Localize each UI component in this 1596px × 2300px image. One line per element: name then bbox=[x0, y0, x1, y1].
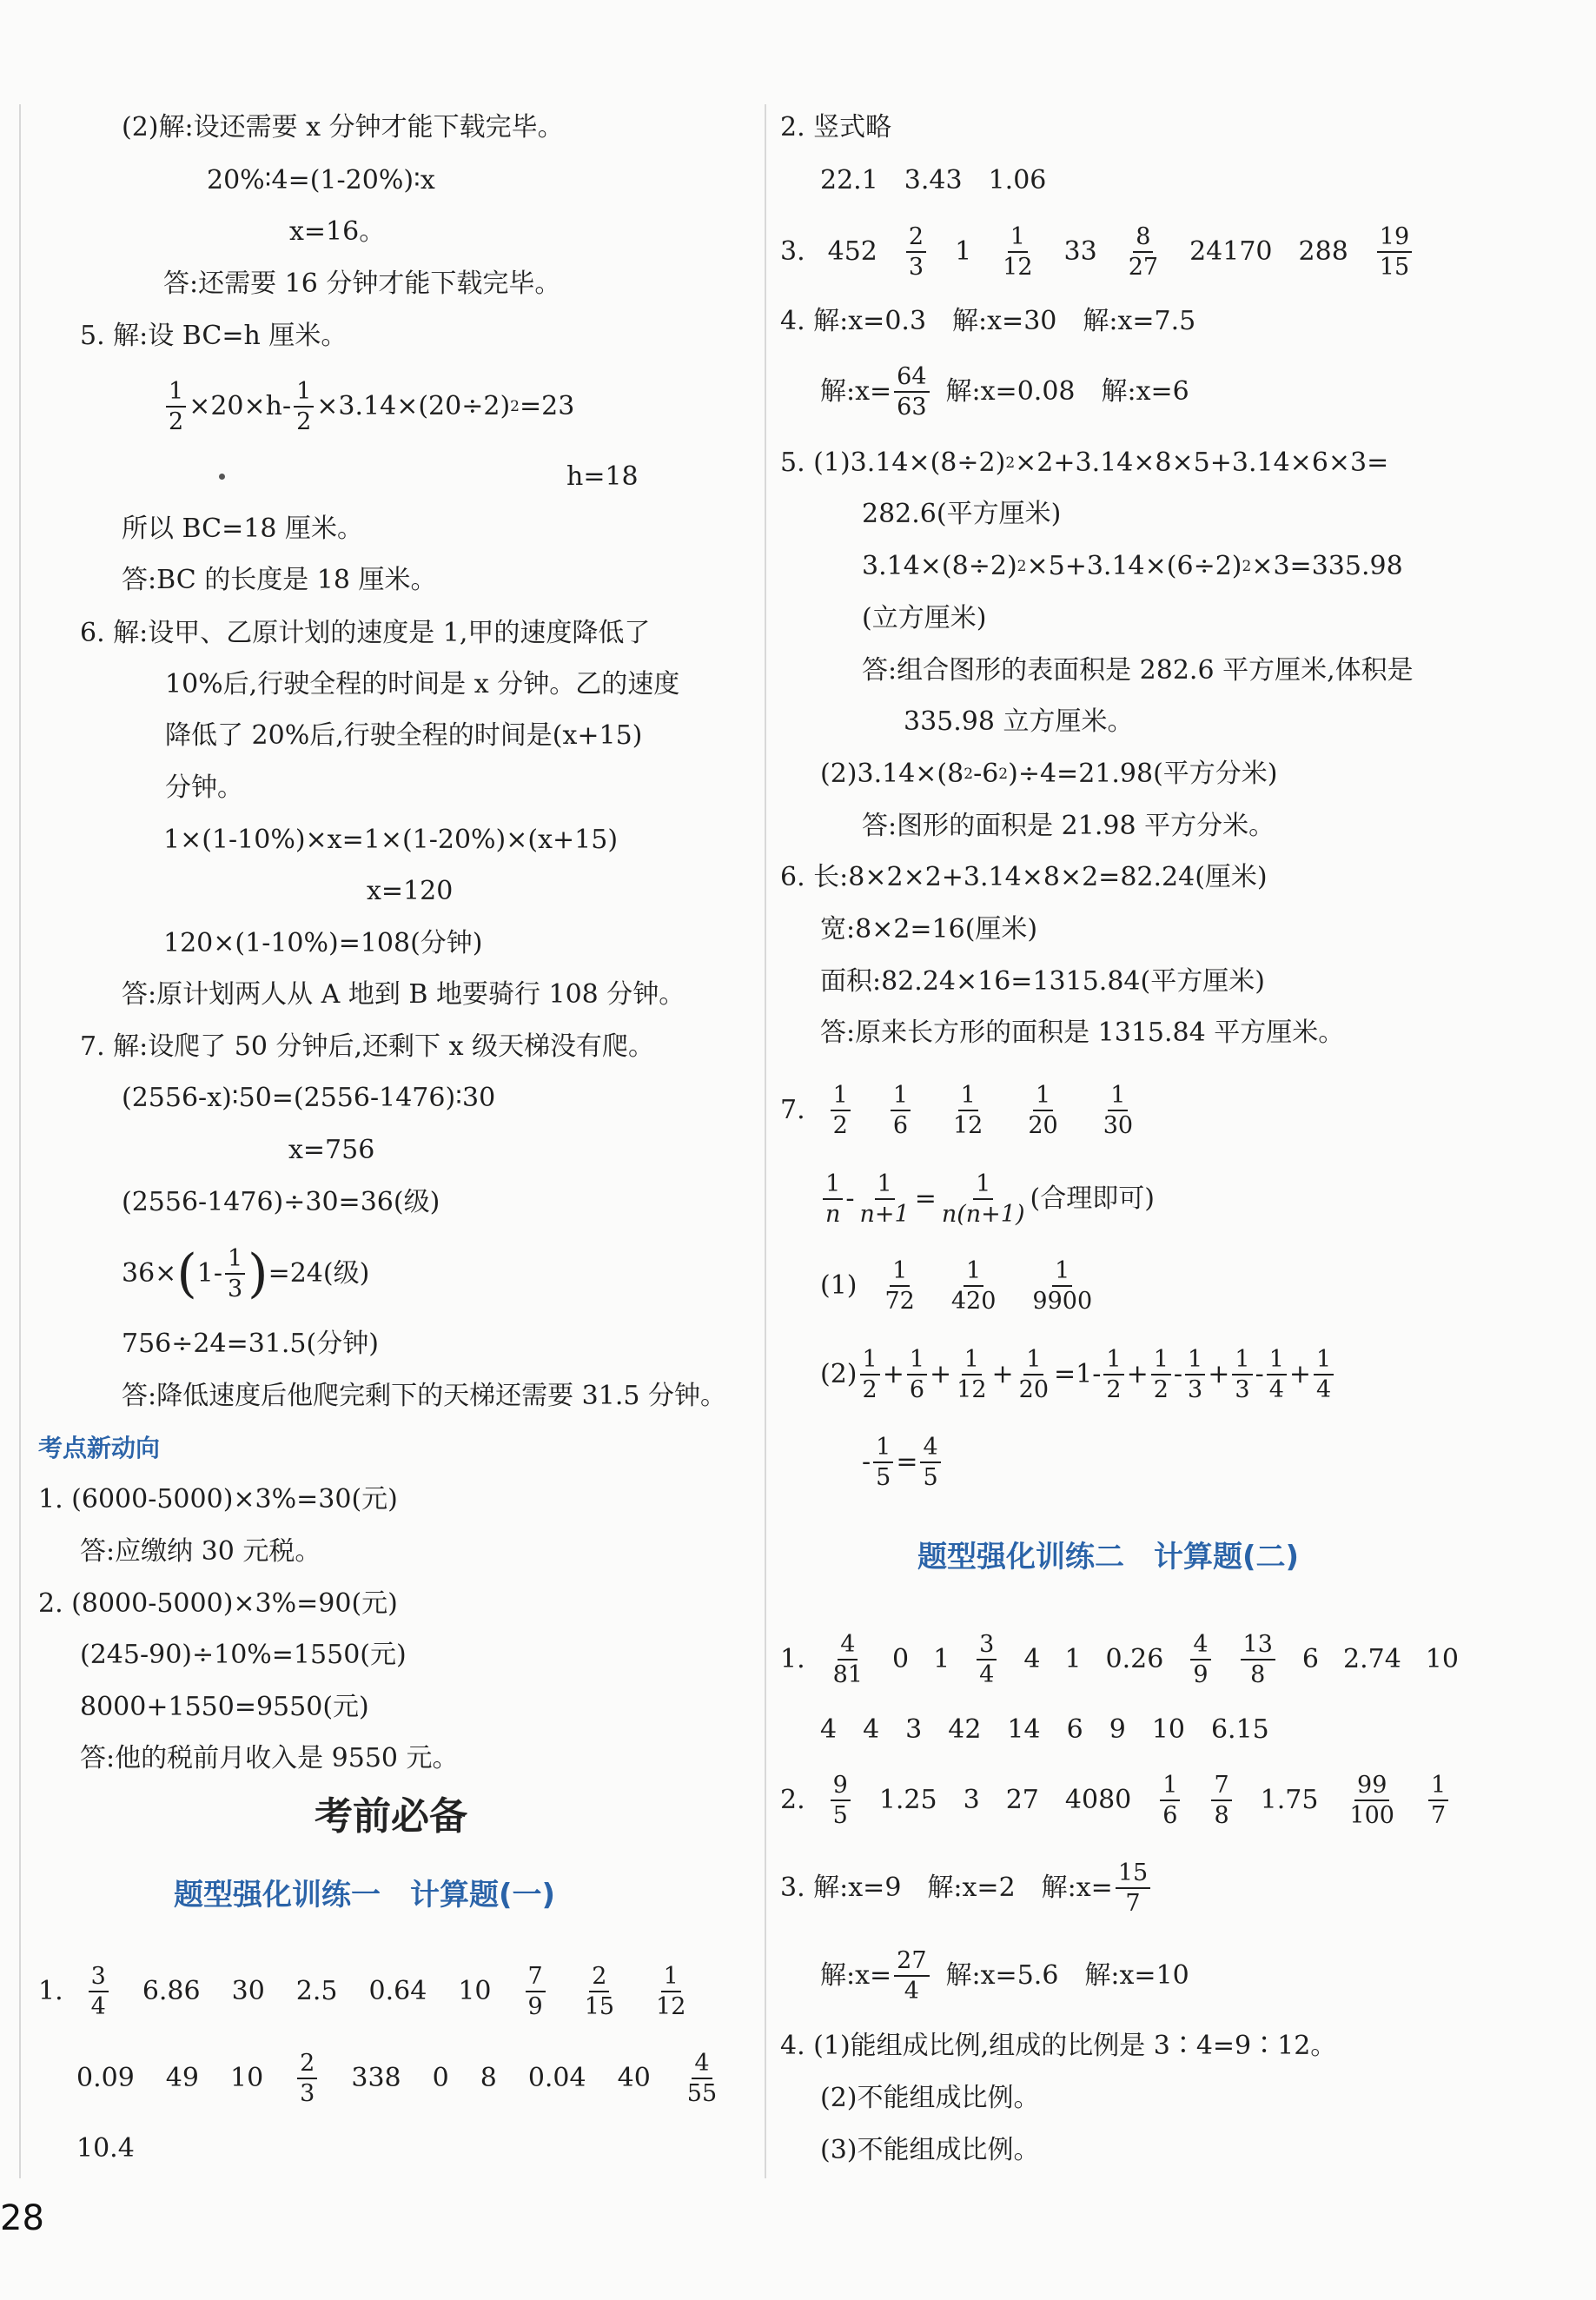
fraction: $\frac{1}{2}$ bbox=[1151, 1345, 1171, 1404]
text-line: 所以 BC=18 厘米。 bbox=[122, 514, 363, 544]
fraction: $\frac{1}{9900}$ bbox=[1032, 1257, 1093, 1315]
equation-line: 3.14×(8÷2) 2 ×5+3.14×(6÷2) 2 ×3=335.98 bbox=[862, 551, 1403, 581]
fraction: $\frac{1}{2}$ bbox=[831, 1081, 851, 1140]
page-number: 28 bbox=[0, 2198, 44, 2238]
fraction: $\frac{1}{2}$ bbox=[294, 377, 314, 436]
answer-row bbox=[780, 1772, 1451, 1829]
fraction: $\frac{13}{8}$ bbox=[1241, 1630, 1275, 1689]
answer-value: 24170 bbox=[1189, 236, 1273, 267]
answer-line: 答:降低速度后他爬完剩下的天梯还需要 31.5 分钟。 bbox=[122, 1381, 726, 1411]
item-number: 1. bbox=[38, 1976, 63, 2006]
equation-line: $\frac{1}{n}$ - $\frac{1}{n+1}$ = $\frac{1}{n(n+1)}$ (合理即可) bbox=[820, 1182, 1155, 1216]
fraction: $\frac{1}{4}$ bbox=[1314, 1345, 1334, 1404]
equation-line: 20%∶4=(1-20%)∶x bbox=[207, 165, 435, 196]
fraction: $\frac{19}{15}$ bbox=[1377, 222, 1412, 282]
fraction: $\frac{1}{20}$ bbox=[1018, 1346, 1050, 1403]
fraction: $\frac{1}{30}$ bbox=[1103, 1082, 1134, 1139]
answer-row bbox=[780, 1082, 1138, 1139]
fraction: $\frac{2}{15}$ bbox=[584, 1963, 615, 2020]
answer-row bbox=[38, 1963, 691, 2020]
text-line: 335.98 立方厘米。 bbox=[904, 706, 1134, 737]
fraction: $\frac{2}{3}$ bbox=[906, 222, 926, 282]
fraction: $\frac{1}{12}$ bbox=[957, 1346, 987, 1403]
fraction: $\frac{1}{7}$ bbox=[1428, 1771, 1448, 1830]
text-line: 面积:82.24×16=1315.84(平方厘米) bbox=[820, 966, 1265, 997]
fraction: $\frac{1}{n(n+1)}$ bbox=[941, 1170, 1025, 1228]
text-line: 宽:8×2=16(厘米) bbox=[820, 914, 1038, 945]
fraction: $\frac{1}{20}$ bbox=[1028, 1082, 1058, 1139]
text-line: 10.4 bbox=[76, 2133, 135, 2164]
answer-value: 1.75 bbox=[1260, 1785, 1319, 1815]
fraction: $\frac{1}{6}$ bbox=[891, 1081, 911, 1140]
answer-line: 答:原计划两人从 A 地到 B 地要骑行 108 分钟。 bbox=[122, 979, 685, 1010]
answer-value: 288 bbox=[1298, 236, 1348, 267]
section-heading-train-2: 题型强化训练二 计算题(二) bbox=[917, 1540, 1300, 1574]
answer-value: 49 bbox=[165, 2063, 199, 2093]
fraction: $\frac{1}{12}$ bbox=[656, 1963, 686, 2020]
right-column bbox=[765, 0, 1596, 2300]
answer-value: 1.25 bbox=[878, 1785, 937, 1815]
column-divider bbox=[765, 104, 766, 2178]
answer-line: 答:BC 的长度是 18 厘米。 bbox=[122, 565, 437, 595]
fraction: $\frac{3}{4}$ bbox=[977, 1630, 997, 1689]
answer-line: 答:图形的面积是 21.98 平方分米。 bbox=[862, 811, 1275, 841]
equation-line: 解:x= $\frac{27}{4}$ 解:x=5.6 解:x=10 bbox=[820, 1947, 1189, 2005]
answer-value: 10 bbox=[458, 1976, 492, 2006]
text-line: 282.6(平方厘米) bbox=[862, 499, 1062, 529]
fraction: $\frac{4}{9}$ bbox=[1190, 1630, 1210, 1689]
answer-row bbox=[820, 1257, 1097, 1315]
text-line: 4. (1)能组成比例,组成的比例是 3∶4=9∶12。 bbox=[780, 2031, 1337, 2061]
equation-line: (245-90)÷10%=1550(元) bbox=[80, 1640, 407, 1670]
fraction: $\frac{1}{3}$ bbox=[1232, 1345, 1252, 1404]
answer-value: 6.86 bbox=[142, 1976, 201, 2006]
answer-value: 452 bbox=[827, 236, 877, 267]
fraction: $\frac{1}{6}$ bbox=[907, 1345, 927, 1404]
equation-line: h=18 bbox=[566, 461, 639, 492]
item-number: (1) bbox=[820, 1270, 858, 1301]
answer-row bbox=[76, 2050, 722, 2107]
equation-line: (2)3.14×(8 2 -6 2 )÷4=21.98(平方分米) bbox=[820, 759, 1278, 789]
fraction: $\frac{64}{63}$ bbox=[894, 362, 929, 421]
text-line: 4. 解:x=0.3 解:x=30 解:x=7.5 bbox=[780, 306, 1196, 336]
answer-line: 答:应缴纳 30 元税。 bbox=[80, 1536, 321, 1567]
section-title: 考前必备 bbox=[315, 1794, 467, 1839]
problem-7-line: 7. 解:设爬了 50 分钟后,还剩下 x 级天梯没有爬。 bbox=[80, 1031, 655, 1062]
answer-value: 6 bbox=[1301, 1644, 1319, 1674]
fraction: $\frac{7}{9}$ bbox=[526, 1962, 546, 2021]
answer-value: 27 bbox=[1005, 1785, 1039, 1815]
answer-value: 33 bbox=[1063, 236, 1097, 267]
left-column bbox=[0, 0, 765, 2300]
stray-mark bbox=[219, 474, 225, 480]
fraction: $\frac{1}{3}$ bbox=[225, 1244, 245, 1303]
answer-row bbox=[780, 223, 1414, 281]
answer-value: 338 bbox=[351, 2063, 401, 2093]
text-line: 分钟。 bbox=[165, 772, 243, 803]
text-line: (3)不能组成比例。 bbox=[820, 2135, 1040, 2165]
item-number: 7. bbox=[780, 1095, 805, 1125]
fraction: $\frac{4}{55}$ bbox=[686, 2050, 718, 2107]
answer-value: 30 bbox=[231, 1976, 265, 2006]
answer-value: 40 bbox=[617, 2063, 651, 2093]
equation-line: 756÷24=31.5(分钟) bbox=[122, 1329, 379, 1359]
fraction: $\frac{1}{5}$ bbox=[873, 1433, 893, 1492]
answer-value: 0 bbox=[891, 1644, 910, 1674]
fraction: $\frac{3}{4}$ bbox=[89, 1962, 109, 2021]
section-heading-kaodian: 考点新动向 bbox=[38, 1434, 161, 1462]
fraction: $\frac{1}{72}$ bbox=[884, 1257, 915, 1315]
fraction: $\frac{1}{2}$ bbox=[860, 1345, 880, 1404]
fraction: $\frac{27}{4}$ bbox=[894, 1946, 929, 2005]
fraction: $\frac{1}{420}$ bbox=[950, 1257, 997, 1315]
answer-value: 0.09 bbox=[76, 2063, 135, 2093]
equation-line: 3. 解:x=9 解:x=2 解:x= $\frac{15}{7}$ bbox=[780, 1871, 1153, 1906]
equation-line: (2556-1476)÷30=36(级) bbox=[122, 1187, 440, 1217]
fraction: $\frac{4}{81}$ bbox=[832, 1631, 863, 1688]
answer-value: 4080 bbox=[1064, 1785, 1132, 1815]
answer-value: 8 bbox=[480, 2063, 497, 2093]
text-line: 10%后,行驶全程的时间是 x 分钟。乙的速度 bbox=[165, 669, 680, 699]
text-line: 1. (6000-5000)×3%=30(元) bbox=[38, 1484, 398, 1515]
fraction: $\frac{1}{12}$ bbox=[1003, 223, 1033, 281]
answer-line: 答:原来长方形的面积是 1315.84 平方厘米。 bbox=[820, 1017, 1345, 1048]
answer-value: 10 bbox=[229, 2063, 264, 2093]
fraction: $\frac{2}{3}$ bbox=[297, 2049, 317, 2108]
answer-value: 1 bbox=[933, 1644, 950, 1674]
fraction: $\frac{1}{3}$ bbox=[1185, 1345, 1205, 1404]
equation-line: x=120 bbox=[367, 876, 454, 906]
text-line: (立方厘米) bbox=[862, 603, 987, 633]
fraction: $\frac{1}{2}$ bbox=[166, 377, 186, 436]
answer-value: 10 bbox=[1425, 1644, 1459, 1674]
answer-value: 0 bbox=[432, 2063, 449, 2093]
answer-value: 4 bbox=[1023, 1644, 1041, 1674]
left-margin-rule bbox=[19, 104, 21, 2178]
text-line: (2)不能组成比例。 bbox=[820, 2083, 1040, 2113]
equation-line: - $\frac{1}{5}$ = $\frac{4}{5}$ bbox=[862, 1445, 944, 1480]
answer-value: 2.74 bbox=[1342, 1644, 1401, 1674]
problem-6-line: 6. 解:设甲、乙原计划的速度是 1,甲的速度降低了 bbox=[80, 618, 651, 648]
equation-line: 36× ( 1- $\frac{1}{3}$ ) =24(级) bbox=[122, 1243, 370, 1304]
answer-value: 2.5 bbox=[295, 1976, 338, 2006]
answer-value: 0.04 bbox=[527, 2063, 586, 2093]
equation-line: 1×(1-10%)×x=1×(1-20%)×(x+15) bbox=[163, 825, 619, 855]
equation-line: 8000+1550=9550(元) bbox=[80, 1692, 369, 1722]
fraction: $\frac{1}{4}$ bbox=[1267, 1345, 1287, 1404]
text-line: 2. 竖式略 bbox=[780, 112, 892, 143]
text-line: 4 4 3 42 14 6 9 10 6.15 bbox=[820, 1714, 1269, 1745]
answer-value: 3 bbox=[963, 1785, 980, 1815]
fraction: $\frac{8}{27}$ bbox=[1128, 223, 1159, 281]
fraction: $\frac{1}{n}$ bbox=[823, 1170, 843, 1229]
text-line: (2)解:设还需要 x 分钟才能下载完毕。 bbox=[122, 112, 564, 143]
equation-line: x=756 bbox=[288, 1135, 375, 1165]
fraction: $\frac{1}{2}$ bbox=[1103, 1345, 1123, 1404]
item-number: 1. bbox=[780, 1644, 805, 1674]
answer-line: 答:他的税前月收入是 9550 元。 bbox=[80, 1743, 459, 1773]
fraction: $\frac{9}{5}$ bbox=[831, 1771, 851, 1830]
text-line: 2. (8000-5000)×3%=90(元) bbox=[38, 1588, 398, 1619]
fraction: $\frac{1}{n+1}$ bbox=[859, 1170, 910, 1228]
fraction: $\frac{99}{100}$ bbox=[1349, 1772, 1394, 1829]
text-line: 22.1 3.43 1.06 bbox=[820, 165, 1047, 196]
answer-value: 0.26 bbox=[1105, 1644, 1164, 1674]
fraction: $\frac{1}{6}$ bbox=[1160, 1771, 1180, 1830]
answer-line: 答:还需要 16 分钟才能下载完毕。 bbox=[163, 268, 561, 299]
equation-line: 解:x= $\frac{64}{63}$ 解:x=0.08 解:x=6 bbox=[820, 363, 1189, 421]
fraction: $\frac{15}{7}$ bbox=[1116, 1859, 1150, 1918]
equation-line: 120×(1-10%)=108(分钟) bbox=[163, 928, 483, 958]
equation-line: x=16。 bbox=[289, 216, 386, 247]
section-heading-train-1: 题型强化训练一 计算题(一) bbox=[174, 1878, 556, 1912]
text-line: 降低了 20%后,行驶全程的时间是(x+15) bbox=[165, 720, 643, 751]
answer-row bbox=[780, 1631, 1459, 1688]
problem-6-line: 6. 长:8×2×2+3.14×8×2=82.24(厘米) bbox=[780, 862, 1268, 892]
answer-value: 1 bbox=[955, 236, 972, 267]
fraction: $\frac{4}{5}$ bbox=[920, 1433, 940, 1492]
fraction: $\frac{7}{8}$ bbox=[1211, 1771, 1231, 1830]
answer-line: 答:组合图形的表面积是 282.6 平方厘米,体积是 bbox=[862, 655, 1414, 686]
item-number: 2. bbox=[780, 1785, 805, 1815]
problem-5-line: 5. (1)3.14×(8÷2) 2 ×2+3.14×8×5+3.14×6×3= bbox=[780, 447, 1389, 478]
equation-line: (2) $\frac{1}{2}$ + $\frac{1}{6}$ + $\frac{1}{12}$ + $\frac{1}{20}$ =1- $\frac{1}{2}$ + $\frac{1}{2}$ - $\frac{1}{3}$ + $\frac{1}{3}$ - $\frac{1}{4}$ + $\frac{1}{4}$ bbox=[820, 1357, 1336, 1392]
item-number: 3. bbox=[780, 236, 805, 267]
answer-value: 0.64 bbox=[368, 1976, 427, 2006]
equation-line: (2556-x)∶50=(2556-1476)∶30 bbox=[122, 1083, 496, 1113]
problem-5-line: 5. 解:设 BC=h 厘米。 bbox=[80, 321, 348, 351]
answer-value: 1 bbox=[1064, 1644, 1082, 1674]
equation-line: $\frac{1}{2}$ ×20×h- $\frac{1}{2}$ ×3.14×(20÷2) 2 =23 bbox=[163, 389, 574, 424]
fraction: $\frac{1}{12}$ bbox=[953, 1082, 983, 1139]
